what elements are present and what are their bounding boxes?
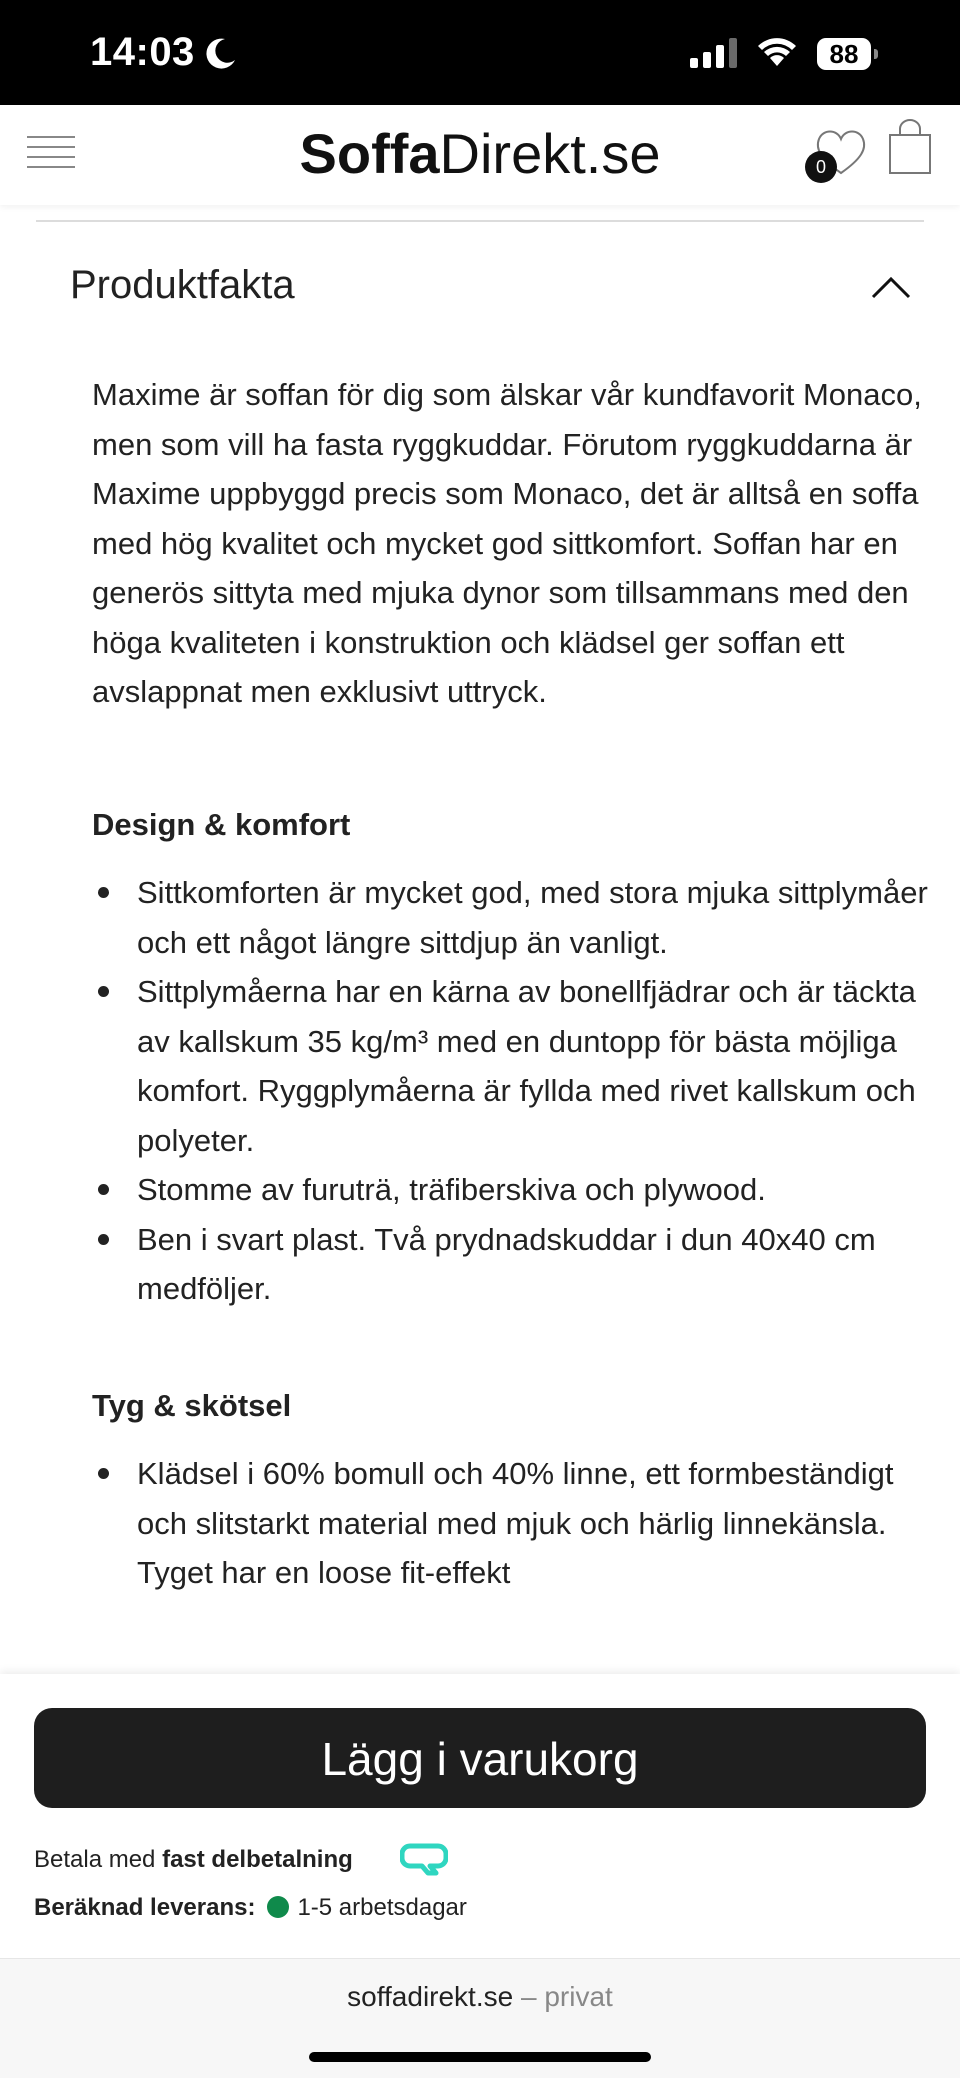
browser-address-bar[interactable] (0, 1958, 960, 2078)
payment-method[interactable]: fast delbetalning (162, 1846, 353, 1873)
delivery-label: Beräknad leverans: (34, 1894, 256, 1921)
home-indicator[interactable] (309, 2052, 651, 2062)
payment-prefix: Betala med (34, 1846, 163, 1873)
in-stock-dot-icon (267, 1896, 289, 1918)
accordion-title[interactable]: Produktfakta (70, 263, 295, 307)
battery-indicator (817, 38, 871, 70)
wifi-icon (755, 36, 799, 68)
status-bar (0, 0, 960, 105)
intro-paragraph: Maxime är soffan för dig som älskar vår kundfavorit Monaco, men som vill ha fasta ryggkuddar. Förutom ryggkuddarna är Maxime uppbyggd precis som Monaco, det är alltså en soffa med hög kvalitet och mycket god sittkomfort. Soffan har en generös sittyta med mjuka dynor som tillsammans med den höga kvaliteten i konstruktion och klädsel ger soffan ett avslappnat men exklusivt uttryck. (92, 377, 922, 709)
wishlist-count-badge: 0 (805, 151, 837, 183)
purchase-panel (0, 1674, 960, 2077)
payment-info (34, 1846, 353, 1874)
add-to-cart-button[interactable]: Lägg i varukorg (34, 1708, 926, 1808)
section-divider (36, 220, 924, 222)
wishlist-button[interactable] (805, 123, 865, 183)
design-heading: Design & komfort (92, 806, 351, 842)
list-item: Sittkomforten är mycket god, med stora mjuka sittplymåer och ett något längre sittdjup än vanligt. (92, 868, 932, 967)
status-time: 14:03 (90, 30, 195, 74)
list-item: Sittplymåerna har en kärna av bonellfjädrar och är täckta av kallskum 35 kg/m³ med en duntopp för bästa möjliga komfort. Ryggplymåerna är fyllda med rivet kallskum och polyeter. (92, 967, 932, 1165)
url-text: soffadirekt.se (347, 1981, 514, 2012)
logo-bold: Soffa (299, 122, 440, 185)
moon-icon (205, 36, 237, 70)
list-item: Klädsel i 60% bomull och 40% linne, ett formbeständigt och slitstarkt material med mjuk och härlig linnekänsla. Tyget har en loose fit-effekt (92, 1449, 932, 1598)
chevron-up-icon[interactable] (870, 274, 912, 300)
url-display[interactable] (0, 1981, 960, 2013)
list-item: Ben i svart plast. Två prydnadskuddar i dun 40x40 cm medföljer. (92, 1215, 932, 1314)
battery-level: 88 (817, 38, 871, 70)
design-list (92, 868, 932, 1314)
battery-tip (874, 49, 878, 59)
fabric-heading: Tyg & skötsel (92, 1387, 292, 1423)
site-header (0, 105, 960, 205)
delivery-value: 1-5 arbetsdagar (297, 1894, 467, 1921)
product-facts-content (92, 370, 932, 1598)
list-item: Stomme av furuträ, träfiberskiva och plywood. (92, 1165, 932, 1215)
browsing-mode: – privat (513, 1981, 613, 2012)
shopping-bag-icon[interactable] (885, 119, 935, 175)
qliro-logo-icon (400, 1842, 448, 1876)
fabric-list (92, 1449, 932, 1598)
logo-light: Direkt.se (439, 122, 661, 185)
signal-icon (690, 38, 740, 68)
delivery-info (34, 1894, 467, 1922)
